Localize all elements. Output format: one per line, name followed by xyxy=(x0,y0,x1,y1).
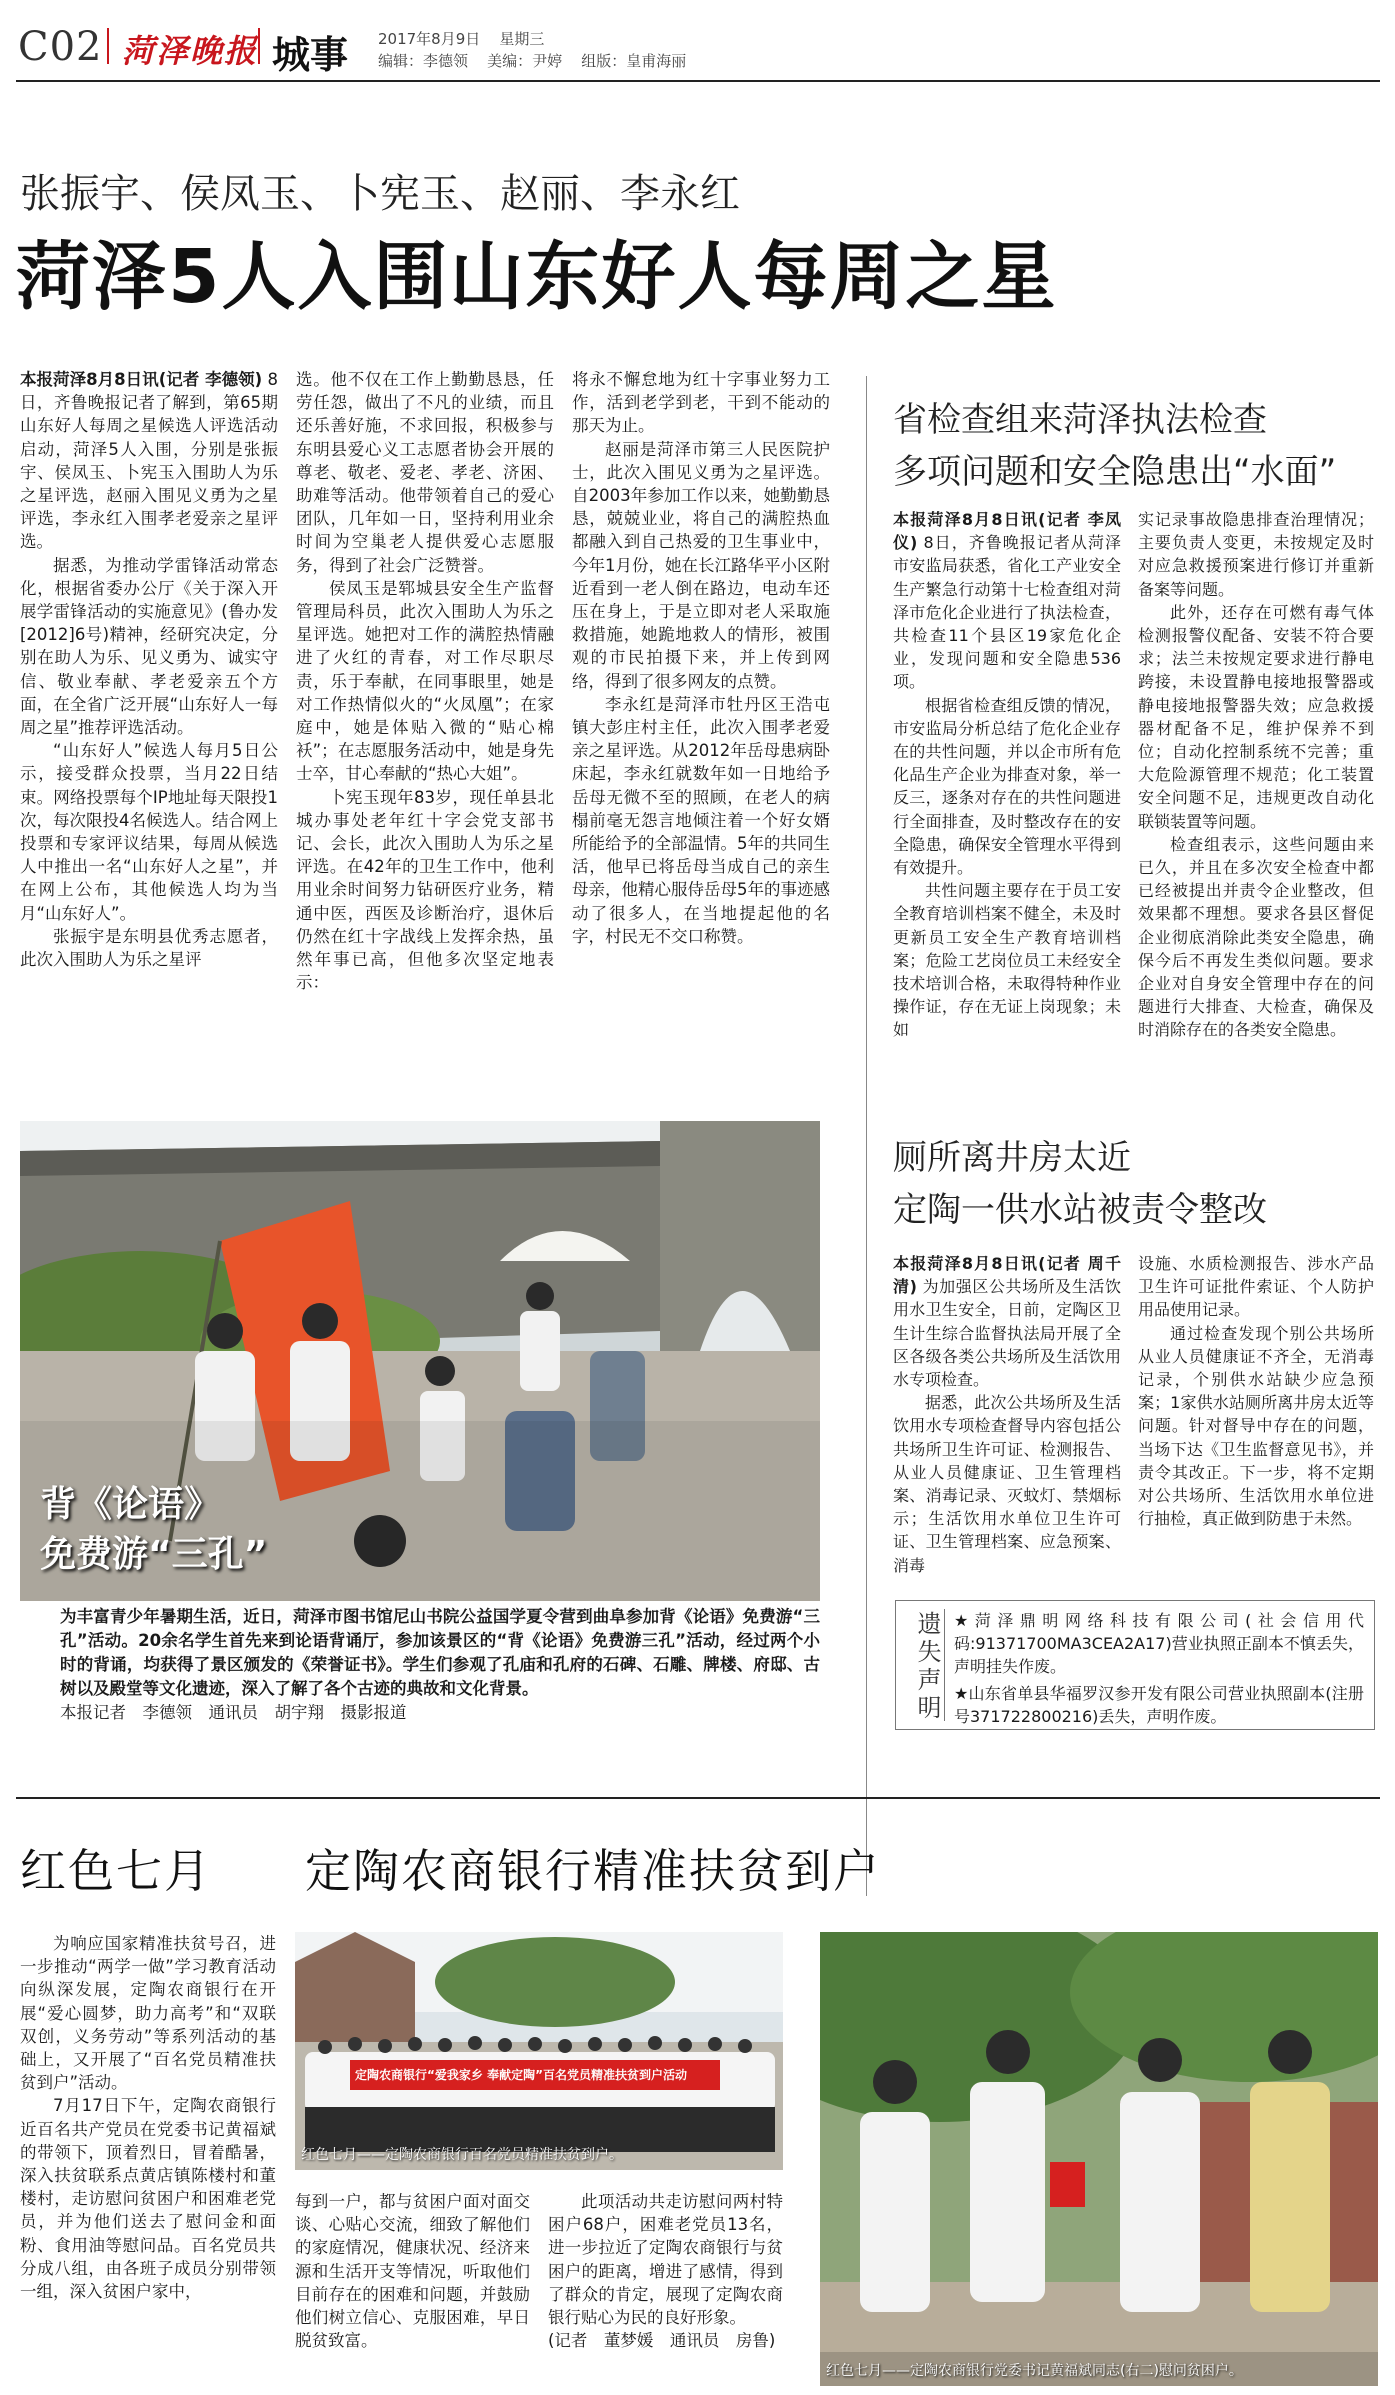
water-col-1 xyxy=(893,1252,1121,1592)
notice-item-1: ★菏泽鼎明网络科技有限公司(社会信用代码:91371700MA3CEA2A17)营业执照正副本不慎丢失，声明挂失作废。 xyxy=(954,1611,1364,1676)
bank-p4: 此项活动共走访慰问两村特困户68户，困难老党员13名，进一步拉近了定陶农商银行与贫困户的距离，增进了感情，得到了群众的肯定，展现了定陶农商银行贴心为民的良好形象。 xyxy=(548,2192,783,2328)
bank-p2: 7月17日下午，定陶农商银行近百名共产党员在党委书记黄福斌的带领下，顶着烈日，冒着酷暑，深入扶贫联系点黄店镇陈楼村和董楼村，走访慰问贫困户和困难老党员，并为他们送去了慰问金和面粉、食用油等慰问品。百名党员共分成八组，由各班子成员分别带领一组，深入贫困户家中， xyxy=(20,2096,276,2302)
lead-dateline: 本报菏泽8月8日讯(记者 李德领) xyxy=(20,370,263,389)
water-p3: 设施、水质检测报告、涉水产品卫生许可证批件索证、个人防护用品使用记录。 xyxy=(1138,1254,1374,1320)
inspection-col-2 xyxy=(1138,508,1374,1096)
loss-notice xyxy=(895,1600,1375,1730)
lead-p7: 卜宪玉现年83岁，现任单县北城办事处老年红十字会党支部书记、会长，此次入围助人为乐之星评选。在42年的卫生工作中，他利用业余时间努力钻研医疗业务，精通中医，西医及诊断治疗，退休后仍然在红十字战线上发挥余热，虽然年事已高，但他多次坚定地表示： xyxy=(296,787,554,993)
inspection-p6: 检查组表示，这些问题由来已久，并且在多次安全检查中都已经被提出并责令企业整改，但效果都不理想。要求各县区督促企业彻底消除此类安全隐患，确保今后不再发生类似问题。要求企业对自身安全管理中存在的问题进行大排查、大检查，确保及时消除存在的各类安全隐患。 xyxy=(1138,834,1374,1040)
water-p1: 本报菏泽8月8日讯(记者 周千清) 为加强区公共场所及生活饮用水卫生安全，日前，定陶区卫生计生综合监督执法局开展了全区各级各类公共场所及生活饮用水专项检查。 xyxy=(893,1254,1121,1390)
water-title-1: 厕所离井房太近 xyxy=(893,1138,1131,1178)
photo1-caption xyxy=(60,1605,820,1725)
lead-p2: 据悉，为推动学雷锋活动常态化，根据省委办公厅《关于深入开展学雷锋活动的实施意见》(鲁办发[2012]6号)精神，经研究决定，分别在助人为乐、见义勇为、诚实守信、敬业奉献、孝老爱亲五个方面，在全省广泛开展“山东好人一每周之星”推荐评选活动。 xyxy=(20,555,278,738)
bank-col-2 xyxy=(295,2190,530,2380)
masthead xyxy=(0,0,1395,75)
water-title-2: 定陶一供水站被责令整改 xyxy=(893,1190,1267,1230)
bank-col-1 xyxy=(20,1932,276,2382)
bank-byline: (记者 董梦媛 通讯员 房鲁) xyxy=(548,2331,776,2351)
lead-col-1 xyxy=(20,368,278,1052)
photo3-caption: 红色七月——定陶农商银行党委书记黄福斌同志(右二)慰问贫困户。 xyxy=(826,2363,1243,2379)
water-p2: 据悉，此次公共场所及生活饮用水专项检查督导内容包括公共场所卫生许可证、检测报告、从业人员健康证、卫生管理档案、消毒记录、灭蚊灯、禁烟标示；生活饮用水单位卫生许可证、卫生管理档案、应急预案、消毒 xyxy=(893,1393,1121,1575)
lead-p4: 张振宇是东明县优秀志愿者，此次入围助人为乐之星评 xyxy=(20,926,278,970)
photo-bank-visit xyxy=(820,1932,1378,2386)
bank-col-3 xyxy=(548,2190,783,2380)
bank-p3: 每到一户，都与贫困户面对面交谈、心贴心交流，细致了解他们的家庭情况，健康状况、经济来源和生活开支等情况，听取他们目前存在的困难和问题，并鼓励他们树立信心、克服困难，早日脱贫致富。 xyxy=(295,2192,530,2351)
notice-items xyxy=(954,1609,1364,1728)
water-dateline: 本报菏泽8月8日讯(记者 周千清) xyxy=(893,1254,1121,1297)
photo1-caption-text: 为丰富青少年暑期生活，近日，菏泽市图书馆尼山书院公益国学夏令营到曲阜参加背《论语》免费游“三孔”活动。20余名学生首先来到论语背诵厅，参加该景区的“背《论语》免费游三孔”活动，经过两个小时的背诵，均获得了景区颁发的《荣誉证书》。学生们参观了孔庙和孔府的石碑、石雕、牌楼、府邸、古树以及殿堂等文化遗迹，深入了解了各个古迹的典故和文化背景。 xyxy=(60,1607,820,1698)
lead-kicker: 张振宇、侯凤玉、卜宪玉、赵丽、李永红 xyxy=(20,171,740,217)
photo1-overlay-line-1: 背《论语》 xyxy=(40,1484,221,1525)
lead-p6: 侯凤玉是郓城县安全生产监督管理局科员，此次入围助人为乐之星评选。她把对工作的满腔热情融进了火红的青春，对工作尽职尽责，乐于奉献，在同事眼里，她是对工作热情似火的“火凤凰”；在家庭中，她是体贴入微的“贴心棉袄”；在志愿服务活动中，她是身先士卒，甘心奉献的“热心大姐”。 xyxy=(296,578,554,784)
designer-credit: 美编：尹婷 xyxy=(487,52,563,70)
lead-p5: 选。他不仅在工作上勤勤恳恳，任劳任怨，做出了不凡的业绩，而且还乐善好施，不求回报，积极参与东明县爱心义工志愿者协会开展的尊老、敬老、爱老、孝老、济困、助难等活动。他带领着自己的爱心团队，几年如一日，坚持利用业余时间为空巢老人提供爱心志愿服务，得到了社会广泛赞誉。 xyxy=(296,370,554,575)
bank-banner-text: 定陶农商银行“爱我家乡 奉献定陶”百名党员精准扶贫到户活动 xyxy=(355,2068,687,2082)
bank-title-left: 红色七月 xyxy=(20,1844,212,1898)
lead-col-3 xyxy=(572,368,830,1052)
inspection-p5: 此外，还存在可燃有毒气体检测报警仪配备、安装不符合要求；法兰未按规定要求进行静电跨接，未设置静电接地报警器或静电接地报警器失效；应急救援器材配备不足，维护保养不到位；自动化控制系统不完善；重大危险源管理不规范；化工装置安全问题不足，违规更改自动化联锁装置等问题。 xyxy=(1138,602,1374,831)
brand-logo: 菏泽晚报 xyxy=(122,32,259,70)
editor-credit: 编辑：李德领 xyxy=(378,52,469,70)
lead-p9: 赵丽是菏泽市第三人民医院护士，此次入围见义勇为之星评选。自2003年参加工作以来，她勤勤恳恳，兢兢业业，将自己的满腔热血都融入到自己热爱的卫生事业中，今年1月份，她在长江路华平小区附近看到一老人倒在路边，电动车还压在身上，于是立即对老人采取施救措施，她跪地救人的情形，被围观的市民拍摄下来，并上传到网络，得到了很多网友的点赞。 xyxy=(572,439,830,691)
lead-col-2 xyxy=(296,368,554,1052)
bank-p1: 为响应国家精准扶贫号召，进一步推动“两学一做”学习教育活动向纵深发展，定陶农商银行在开展“爱心圆梦，助力高考”和“双联双创，义务劳动”等系列活动的基础上，又开展了“百名党员精准扶贫到户”活动。 xyxy=(20,1934,276,2093)
photo-bank-group xyxy=(295,1932,783,2170)
inspection-p3: 共性问题主要存在于员工安全教育培训档案不健全，未及时更新员工安全生产教育培训档案；危险工艺岗位员工未经安全技术培训合格，未取得特种作业操作证，存在无证上岗现象；未如 xyxy=(893,881,1121,1040)
layout-credit: 组版：皇甫海丽 xyxy=(581,52,687,70)
inspection-p4: 实记录事故隐患排查治理情况；主要负责人变更，未按规定及时对应急救援预案进行修订并重新备案等问题。 xyxy=(1138,510,1374,599)
lead-p10: 李永红是菏泽市牡丹区王浩屯镇大彭庄村主任，此次入围孝老爱亲之星评选。从2012年岳母患病卧床起，李永红就数年如一日地给予岳母无微不至的照顾，在老人的病榻前毫无怨言地倾注着一个好女婿所能给予的全部温情。5年的共同生活，他早已将岳母当成自己的亲生母亲，他精心服侍岳母5年的事迹感动了很多人，在当地提起他的名字，村民无不交口称赞。 xyxy=(572,694,830,946)
lead-headline: 菏泽5人入围山东好人每周之星 xyxy=(16,234,1058,320)
water-p4: 通过检查发现个别公共场所从业人员健康证不齐全，无消毒记录，个别供水站缺少应急预案；1家供水站厕所离井房太近等问题。针对督导中存在的问题，当场下达《卫生监督意见书》，并责令其改正。下一步，将不定期对公共场所、生活饮用水单位进行抽检，真正做到防患于未然。 xyxy=(1138,1323,1374,1529)
inspection-p1: 本报菏泽8月8日讯(记者 李凤仪) 8日，齐鲁晚报记者从菏泽市安监局获悉，省化工产业安全生产繁急行动第十七检查组对菏泽市危化企业进行了执法检查，共检查11个县区19家危化企业，发现问题和安全隐患536项。 xyxy=(893,510,1121,692)
photo1-credit: 本报记者 李德领 通讯员 胡宇翔 摄影报道 xyxy=(60,1703,407,1722)
inspection-p2: 根据省检查组反馈的情况，市安监局分析总结了危化企业存在的共性问题，并以企市所有危化品生产企业为排查对象，举一反三，逐条对存在的共性问题进行全面排查，及时整改存在的安全隐患，确保安全管理水平得到有效提升。 xyxy=(893,695,1121,878)
staff-credits xyxy=(378,50,686,71)
inspection-dateline: 本报菏泽8月8日讯(记者 李凤仪) xyxy=(893,510,1121,553)
section-name: 城事 xyxy=(272,33,349,77)
inspection-title-1: 省检查组来菏泽执法检查 xyxy=(893,400,1267,440)
photo2-caption: 红色七月——定陶农商银行百名党员精准扶贫到户。 xyxy=(301,2147,623,2163)
bank-title-right: 定陶农商银行精准扶贫到户 xyxy=(305,1844,881,1898)
photo1-overlay-line-2: 免费游“三孔” xyxy=(40,1534,268,1575)
lead-p1: 本报菏泽8月8日讯(记者 李德领) 8日，齐鲁晚报记者了解到，第65期山东好人每周之星候选人评选活动启动，菏泽5人入围，分别是张振宇、侯凤玉、卜宪玉入围助人为乐之星评选，赵丽入围见义勇为之星评选，李永红入围孝老爱亲之星评选。 xyxy=(20,370,278,552)
photo-lunyu-trip xyxy=(20,1121,820,1601)
notice-label: 遗失声明 xyxy=(913,1611,941,1723)
date-text: 2017年8月9日 xyxy=(378,30,481,48)
weekday-text: 星期三 xyxy=(499,30,545,48)
issue-date xyxy=(378,28,544,49)
page-code: C02 xyxy=(18,24,103,70)
water-col-2 xyxy=(1138,1252,1374,1592)
notice-item-2: ★山东省单县华福罗汉参开发有限公司营业执照副本(注册号371722800216)丢失，声明作废。 xyxy=(954,1684,1364,1726)
lead-p3: “山东好人”候选人每月5日公示，接受群众投票，当月22日结束。网络投票每个IP地址每天限投1次，每次限投4名候选人。结合网上投票和专家评议结果，每周从候选人中推出一名“山东好人之星”，并在网上公布，其他候选人均为当月“山东好人”。 xyxy=(20,741,278,923)
lead-p8: 将永不懈怠地为红十字事业努力工作，活到老学到老，干到不能动的那天为止。 xyxy=(572,370,830,436)
inspection-col-1 xyxy=(893,508,1121,1096)
inspection-title-2: 多项问题和安全隐患出“水面” xyxy=(893,452,1337,492)
